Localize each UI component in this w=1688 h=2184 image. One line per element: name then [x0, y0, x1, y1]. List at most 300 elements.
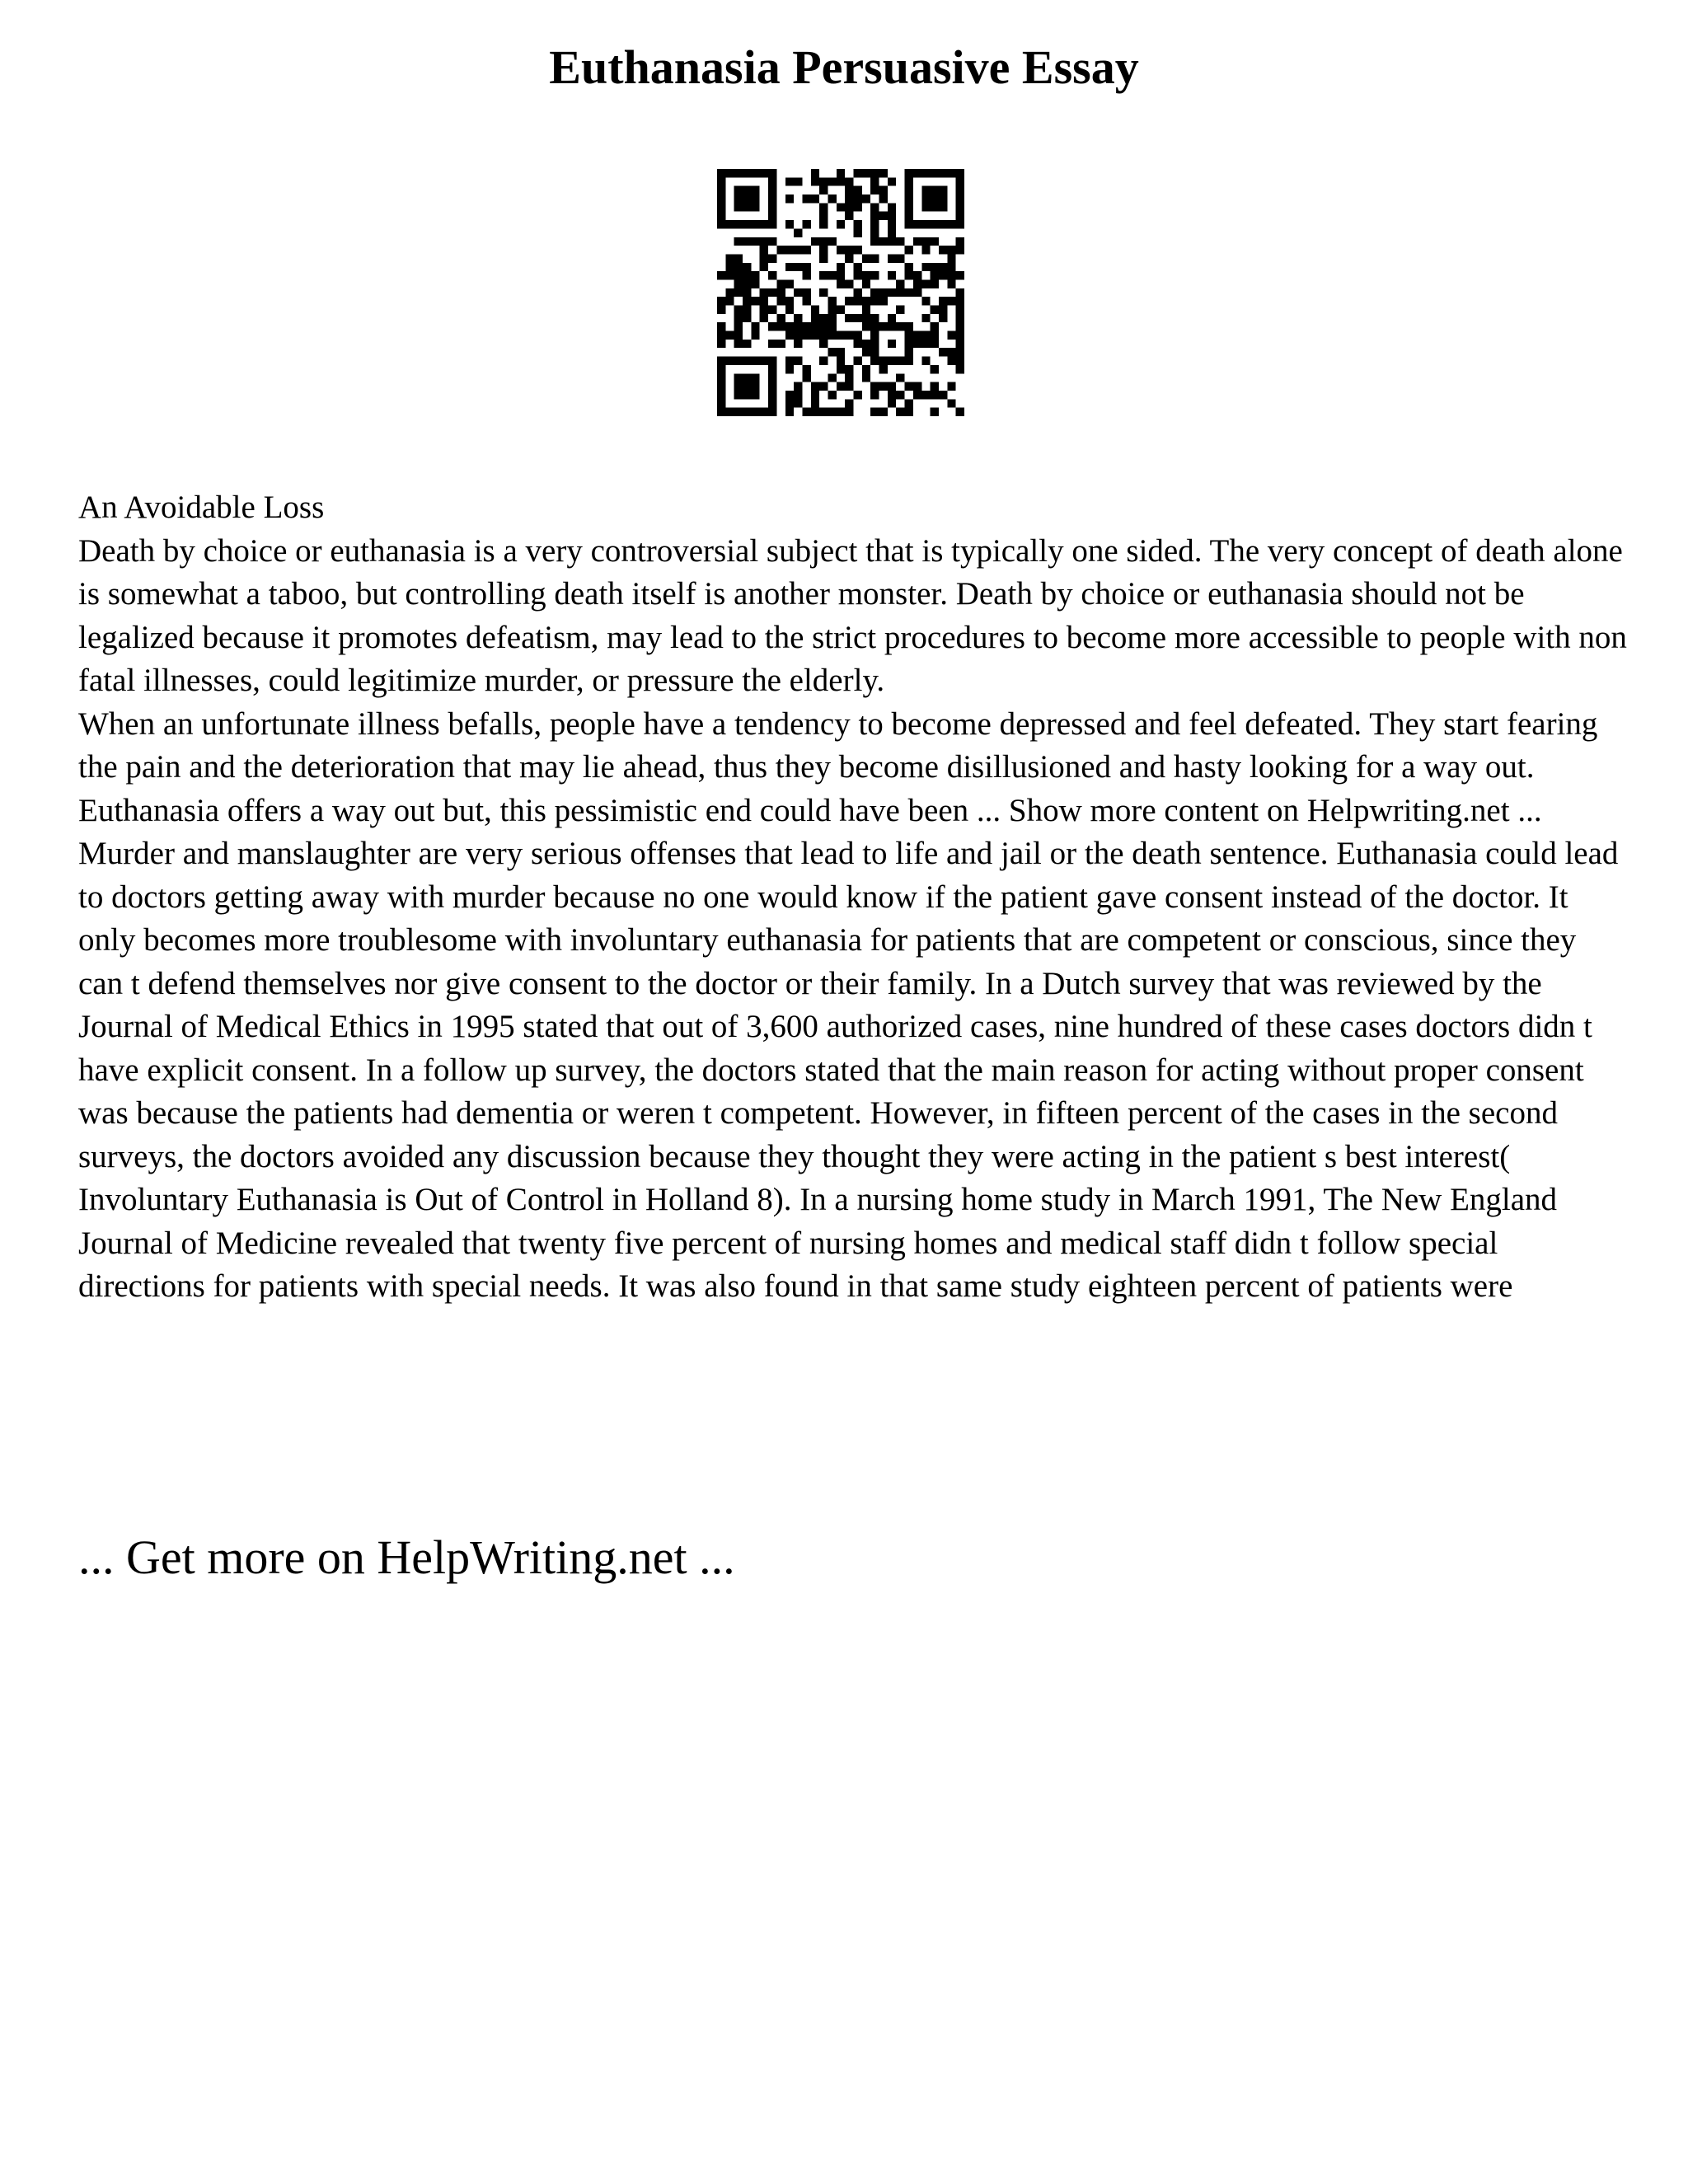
qr-module	[931, 340, 939, 348]
qr-module	[794, 331, 802, 340]
qr-module	[837, 357, 845, 365]
qr-module	[913, 288, 921, 297]
qr-module	[819, 237, 828, 246]
qr-module	[870, 237, 879, 246]
qr-module	[751, 331, 759, 340]
qr-module	[870, 297, 879, 305]
qr-module	[734, 391, 743, 399]
qr-module	[913, 340, 921, 348]
qr-module	[734, 408, 743, 416]
qr-module	[913, 169, 921, 177]
qr-module	[879, 322, 888, 330]
qr-module	[785, 177, 794, 185]
qr-module	[947, 279, 955, 288]
qr-module	[794, 228, 802, 237]
qr-module	[870, 408, 879, 416]
qr-module	[854, 246, 862, 254]
qr-module	[811, 322, 819, 330]
qr-module	[725, 357, 734, 365]
qr-module	[837, 382, 845, 391]
qr-module	[845, 194, 853, 203]
qr-module	[913, 382, 921, 391]
qr-module	[768, 391, 776, 399]
qr-module	[939, 220, 947, 228]
qr-module	[896, 254, 904, 262]
qr-module	[879, 288, 888, 297]
qr-module	[879, 382, 888, 391]
qr-module	[956, 246, 964, 254]
qr-module	[811, 194, 819, 203]
qr-module	[905, 399, 913, 407]
qr-module	[845, 373, 853, 382]
qr-module	[819, 220, 828, 228]
qr-module	[725, 331, 734, 340]
qr-module	[819, 186, 828, 194]
qr-module	[896, 237, 904, 246]
qr-module	[862, 297, 870, 305]
qr-module	[802, 271, 810, 279]
qr-module	[776, 279, 785, 288]
qr-module	[717, 322, 725, 330]
qr-module	[947, 382, 955, 391]
qr-module	[734, 237, 743, 246]
qr-module	[931, 186, 939, 194]
qr-module	[743, 194, 751, 203]
essay-paragraph: Death by choice or euthanasia is a very controversial subject that is typically one sided. The very concept of death alone is somewhat a taboo, but controlling death itself is another monster. Death by choice or euthanasia should not be legalized because it promotes defeatism, may lead to the strict procedures to become more accessible to people with non fatal illnesses, could legitimize murder, or pressure the elderly.	[78, 532, 1627, 698]
qr-module	[862, 194, 870, 203]
qr-module	[879, 186, 888, 194]
qr-module	[854, 357, 862, 365]
qr-module	[862, 373, 870, 382]
qr-module	[751, 194, 759, 203]
qr-module	[743, 186, 751, 194]
qr-module	[828, 391, 836, 399]
qr-module	[939, 263, 947, 271]
qr-module	[870, 254, 879, 262]
qr-module	[888, 322, 896, 330]
qr-module	[921, 169, 930, 177]
qr-module	[870, 220, 879, 228]
qr-module	[921, 331, 930, 340]
qr-module	[828, 348, 836, 356]
qr-module	[751, 271, 759, 279]
qr-module	[743, 391, 751, 399]
qr-module	[905, 203, 913, 211]
qr-module	[854, 288, 862, 297]
qr-module	[751, 382, 759, 391]
qr-module	[819, 357, 828, 365]
qr-module	[828, 237, 836, 246]
qr-module	[913, 331, 921, 340]
qr-module	[845, 297, 853, 305]
get-more-link[interactable]: ... Get more on HelpWriting.net ...	[78, 1530, 735, 1584]
qr-module	[921, 194, 930, 203]
qr-module	[845, 212, 853, 220]
qr-module	[921, 279, 930, 288]
qr-module	[931, 169, 939, 177]
qr-module	[768, 177, 776, 185]
qr-module	[785, 408, 794, 416]
qr-module	[819, 314, 828, 322]
qr-module	[785, 246, 794, 254]
qr-module	[837, 279, 845, 288]
qr-module	[870, 357, 879, 365]
qr-module	[921, 186, 930, 194]
qr-module	[956, 288, 964, 297]
qr-module	[921, 263, 930, 271]
qr-module	[888, 382, 896, 391]
qr-module	[717, 169, 725, 177]
qr-module	[956, 220, 964, 228]
qr-module	[854, 263, 862, 271]
qr-module	[913, 391, 921, 399]
qr-module	[785, 306, 794, 314]
qr-module	[931, 408, 939, 416]
qr-module	[768, 203, 776, 211]
qr-module	[888, 220, 896, 228]
qr-module	[717, 373, 725, 382]
qr-module	[956, 365, 964, 373]
qr-module	[905, 194, 913, 203]
qr-module	[939, 314, 947, 322]
qr-module	[717, 297, 725, 305]
qr-module	[717, 408, 725, 416]
qr-module	[956, 297, 964, 305]
qr-module	[939, 194, 947, 203]
qr-module	[862, 348, 870, 356]
qr-module	[734, 186, 743, 194]
qr-module	[776, 340, 785, 348]
qr-module	[751, 186, 759, 194]
qr-module	[879, 408, 888, 416]
qr-module	[794, 314, 802, 322]
qr-module	[931, 271, 939, 279]
qr-module	[956, 340, 964, 348]
qr-module	[734, 220, 743, 228]
qr-module	[760, 263, 768, 271]
qr-module	[725, 254, 734, 262]
qr-module	[819, 340, 828, 348]
qr-module	[956, 306, 964, 314]
qr-module	[896, 279, 904, 288]
qr-module	[870, 186, 879, 194]
qr-module	[743, 382, 751, 391]
qr-module	[725, 297, 734, 305]
qr-module	[768, 399, 776, 407]
qr-module	[743, 306, 751, 314]
qr-module	[939, 306, 947, 314]
qr-module	[837, 169, 845, 177]
qr-module	[870, 203, 879, 211]
essay-paragraph: Murder and manslaughter are very serious offenses that lead to life and jail or the death sentence. Euthanasia could lead to doctors getting away with murder because no one would know if the patient gave consent instead of the doctor. It only becomes more troublesome with involuntary euthanasia for patients that are competent or conscious, since they can t defend themselves nor give consent to the doctor or their family. In a Dutch survey that was reviewed by the Journal of Medical Ethics in 1995 stated that out of 3,600 authorized cases, nine hundred of these cases doctors didn t have explicit consent. In a follow up survey, the doctors stated that the main reason for acting without proper consent was because the patients had dementia or weren t competent. However, in fifteen percent of the cases in the second surveys, the doctors avoided any discussion because they thought they were acting in the patient s best interest( Involuntary Euthanasia is Out of Control in Holland 8). In a nursing home study in March 1991, The New England Journal of Medicine revealed that twenty five percent of nursing homes and medical staff didn t follow special directions for patients with special needs. It was also found in that same study eighteen percent of patients were	[78, 836, 1619, 1304]
qr-module	[931, 382, 939, 391]
qr-module	[870, 271, 879, 279]
qr-module	[811, 331, 819, 340]
qr-module	[776, 297, 785, 305]
qr-module	[837, 246, 845, 254]
qr-module	[785, 279, 794, 288]
qr-module	[819, 177, 828, 185]
qr-module	[785, 220, 794, 228]
qr-module	[888, 399, 896, 407]
qr-module	[956, 186, 964, 194]
qr-module	[947, 263, 955, 271]
qr-module	[931, 203, 939, 211]
qr-module	[717, 357, 725, 365]
qr-module	[931, 220, 939, 228]
qr-module	[931, 306, 939, 314]
qr-module	[845, 314, 853, 322]
qr-module	[717, 212, 725, 220]
qr-module	[921, 340, 930, 348]
qr-module	[734, 263, 743, 271]
qr-module	[905, 177, 913, 185]
qr-module	[760, 220, 768, 228]
essay-body	[78, 486, 1628, 1309]
qr-module	[939, 297, 947, 305]
qr-module	[828, 314, 836, 322]
qr-module	[828, 331, 836, 340]
qr-module	[931, 365, 939, 373]
qr-module	[776, 288, 785, 297]
qr-module	[751, 322, 759, 330]
qr-module	[811, 306, 819, 314]
qr-module	[768, 169, 776, 177]
qr-module	[717, 194, 725, 203]
qr-module	[743, 408, 751, 416]
qr-module	[888, 203, 896, 211]
qr-module	[743, 288, 751, 297]
qr-module	[870, 331, 879, 340]
qr-module	[768, 220, 776, 228]
qr-module	[743, 297, 751, 305]
qr-module	[760, 169, 768, 177]
qr-module	[939, 186, 947, 194]
qr-module	[751, 169, 759, 177]
qr-module	[947, 254, 955, 262]
qr-module	[845, 408, 853, 416]
qr-module	[811, 391, 819, 399]
qr-module	[862, 314, 870, 322]
qr-module	[734, 194, 743, 203]
qr-module	[811, 237, 819, 246]
qr-module	[734, 271, 743, 279]
qr-module	[862, 322, 870, 330]
qr-module	[743, 263, 751, 271]
qr-module	[939, 169, 947, 177]
qr-module	[862, 340, 870, 348]
qr-module	[785, 263, 794, 271]
qr-module	[768, 186, 776, 194]
qr-module	[725, 263, 734, 271]
qr-module	[760, 408, 768, 416]
qr-module	[931, 331, 939, 340]
qr-module	[879, 365, 888, 373]
qr-module	[819, 203, 828, 211]
qr-module	[828, 177, 836, 185]
qr-module	[768, 340, 776, 348]
qr-module	[768, 322, 776, 330]
qr-module	[854, 271, 862, 279]
qr-module	[854, 194, 862, 203]
qr-module	[717, 331, 725, 340]
qr-module	[921, 220, 930, 228]
qr-module	[913, 279, 921, 288]
qr-module	[785, 357, 794, 365]
qr-module	[725, 271, 734, 279]
qr-module	[794, 246, 802, 254]
qr-module	[888, 288, 896, 297]
qr-module	[776, 246, 785, 254]
qr-module	[939, 348, 947, 356]
qr-module	[905, 271, 913, 279]
qr-module	[717, 186, 725, 194]
qr-module	[896, 357, 904, 365]
qr-module	[870, 322, 879, 330]
qr-module	[760, 306, 768, 314]
qr-module	[802, 373, 810, 382]
qr-module	[905, 212, 913, 220]
qr-module	[854, 314, 862, 322]
qr-module	[956, 348, 964, 356]
qr-module	[828, 306, 836, 314]
qr-module	[837, 203, 845, 211]
qr-module	[819, 408, 828, 416]
qr-module	[819, 212, 828, 220]
qr-module	[862, 169, 870, 177]
qr-module	[734, 279, 743, 288]
qr-module	[802, 194, 810, 203]
qr-module	[888, 212, 896, 220]
qr-module	[947, 246, 955, 254]
qr-module	[879, 169, 888, 177]
qr-module	[819, 271, 828, 279]
qr-module	[751, 279, 759, 288]
qr-module	[743, 237, 751, 246]
qr-module	[854, 186, 862, 194]
qr-module	[811, 314, 819, 322]
qr-module	[879, 212, 888, 220]
qr-module	[905, 186, 913, 194]
qr-module	[870, 169, 879, 177]
qr-module	[819, 254, 828, 262]
qr-module	[819, 331, 828, 340]
qr-module	[751, 373, 759, 382]
qr-module	[956, 212, 964, 220]
qr-module	[794, 357, 802, 365]
qr-module	[870, 212, 879, 220]
qr-module	[870, 382, 879, 391]
qr-module	[888, 237, 896, 246]
qr-module	[794, 288, 802, 297]
qr-module	[905, 263, 913, 271]
qr-module	[939, 246, 947, 254]
essay-subtitle: An Avoidable Loss	[78, 490, 325, 525]
qr-module	[939, 203, 947, 211]
qr-module	[837, 348, 845, 356]
qr-module	[794, 340, 802, 348]
qr-module	[956, 271, 964, 279]
qr-module	[717, 177, 725, 185]
qr-module	[870, 391, 879, 399]
qr-module	[905, 357, 913, 365]
qr-module	[734, 357, 743, 365]
qr-module	[905, 340, 913, 348]
qr-module	[870, 348, 879, 356]
qr-module	[845, 331, 853, 340]
qr-module	[717, 220, 725, 228]
qr-module	[905, 220, 913, 228]
qr-module	[785, 331, 794, 340]
qr-module	[862, 365, 870, 373]
qr-module	[956, 203, 964, 211]
qr-module	[717, 340, 725, 348]
qr-module	[905, 331, 913, 340]
qr-module	[828, 194, 836, 203]
qr-module	[760, 297, 768, 305]
qr-module	[870, 177, 879, 185]
qr-module	[734, 314, 743, 322]
qr-module	[870, 314, 879, 322]
qr-module	[837, 263, 845, 271]
qr-module	[905, 348, 913, 356]
qr-module	[725, 220, 734, 228]
qr-module	[725, 408, 734, 416]
qr-module	[879, 194, 888, 203]
qr-module	[905, 408, 913, 416]
qr-module	[794, 399, 802, 407]
qr-module	[896, 306, 904, 314]
qr-module	[939, 391, 947, 399]
qr-module	[717, 399, 725, 407]
qr-module	[802, 365, 810, 373]
qr-module	[854, 203, 862, 211]
qr-module	[854, 331, 862, 340]
qr-module	[888, 314, 896, 322]
qr-module	[837, 306, 845, 314]
qr-module	[751, 391, 759, 399]
qr-module	[956, 194, 964, 203]
qr-module	[905, 246, 913, 254]
qr-module	[828, 322, 836, 330]
qr-module	[913, 237, 921, 246]
qr-module	[776, 314, 785, 322]
qr-module	[743, 314, 751, 322]
qr-module	[913, 271, 921, 279]
qr-module	[802, 322, 810, 330]
qr-module	[768, 365, 776, 373]
qr-module	[888, 177, 896, 185]
qr-module	[845, 186, 853, 194]
qr-module	[785, 391, 794, 399]
qr-module	[896, 288, 904, 297]
qr-module	[956, 169, 964, 177]
qr-module	[956, 314, 964, 322]
qr-module	[743, 357, 751, 365]
qr-module	[751, 408, 759, 416]
qr-module	[931, 237, 939, 246]
qr-module	[845, 365, 853, 373]
qr-module	[931, 194, 939, 203]
qr-module	[862, 271, 870, 279]
qr-module	[956, 322, 964, 330]
qr-module	[768, 212, 776, 220]
qr-module	[828, 373, 836, 382]
qr-module	[802, 220, 810, 228]
qr-module	[751, 297, 759, 305]
qr-module	[717, 382, 725, 391]
qr-module	[854, 340, 862, 348]
